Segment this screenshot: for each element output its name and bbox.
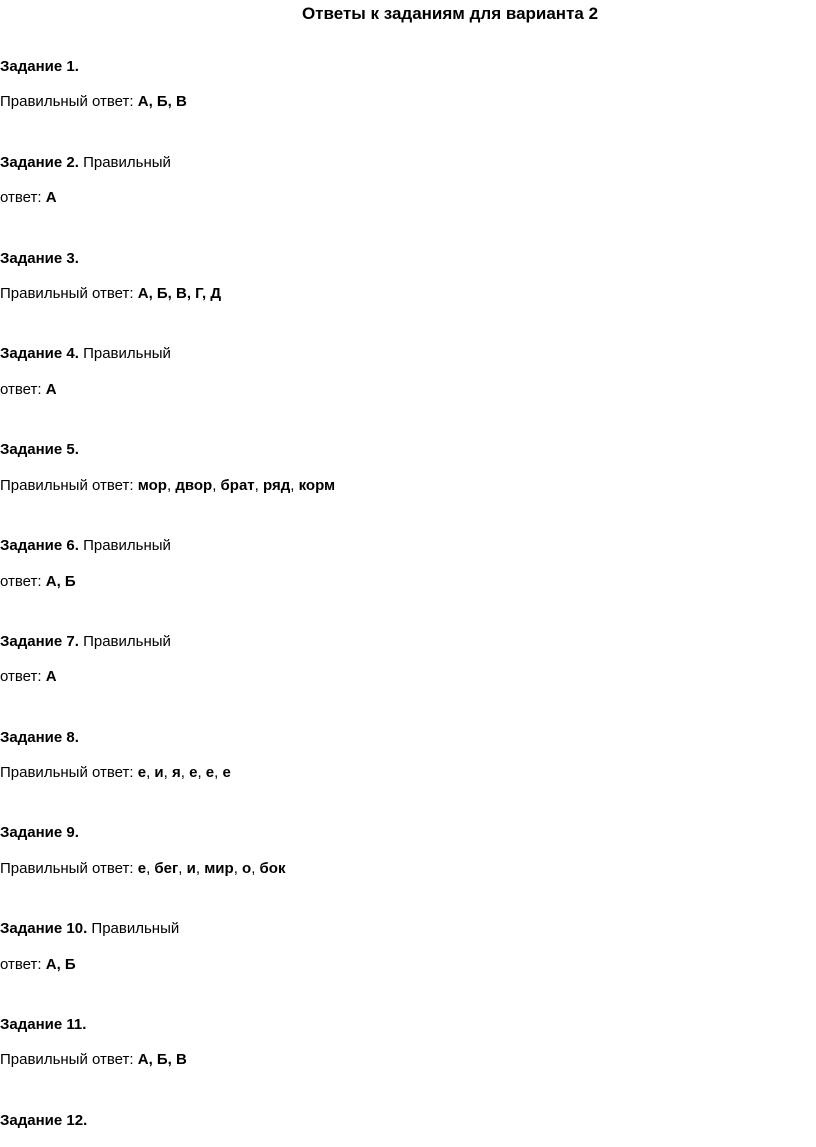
task-2-answer: ответ: А bbox=[0, 189, 57, 206]
task-12-heading: Задание 12. bbox=[0, 1112, 88, 1129]
task-4-answer: ответ: А bbox=[0, 381, 57, 398]
task-1-answer: Правильный ответ: А, Б, В bbox=[0, 93, 187, 110]
task-4-heading: Задание 4. Правильный bbox=[0, 345, 171, 362]
task-8-answer: Правильный ответ: е, и, я, е, е, е bbox=[0, 764, 231, 781]
page-title: Ответы к заданиям для варианта 2 bbox=[301, 4, 599, 23]
task-3-heading: Задание 3. bbox=[0, 250, 79, 267]
task-7-answer: ответ: А bbox=[0, 668, 57, 685]
task-8-heading: Задание 8. bbox=[0, 729, 79, 746]
task-3-answer: Правильный ответ: А, Б, В, Г, Д bbox=[0, 285, 222, 302]
task-11-heading: Задание 11. bbox=[0, 1016, 87, 1033]
task-10-answer: ответ: А, Б bbox=[0, 956, 76, 973]
task-5-heading: Задание 5. bbox=[0, 441, 79, 458]
task-9-heading: Задание 9. bbox=[0, 824, 79, 841]
task-7-heading: Задание 7. Правильный bbox=[0, 633, 171, 650]
task-11-answer: Правильный ответ: А, Б, В bbox=[0, 1051, 187, 1068]
task-10-heading: Задание 10. Правильный bbox=[0, 920, 180, 937]
task-6-answer: ответ: А, Б bbox=[0, 573, 76, 590]
task-2-heading: Задание 2. Правильный bbox=[0, 154, 171, 171]
task-6-heading: Задание 6. Правильный bbox=[0, 537, 171, 554]
task-1-heading: Задание 1. bbox=[0, 58, 79, 75]
task-9-answer: Правильный ответ: е, бег, и, мир, о, бок bbox=[0, 860, 286, 877]
task-5-answer: Правильный ответ: мор, двор, брат, ряд, корм bbox=[0, 477, 336, 494]
